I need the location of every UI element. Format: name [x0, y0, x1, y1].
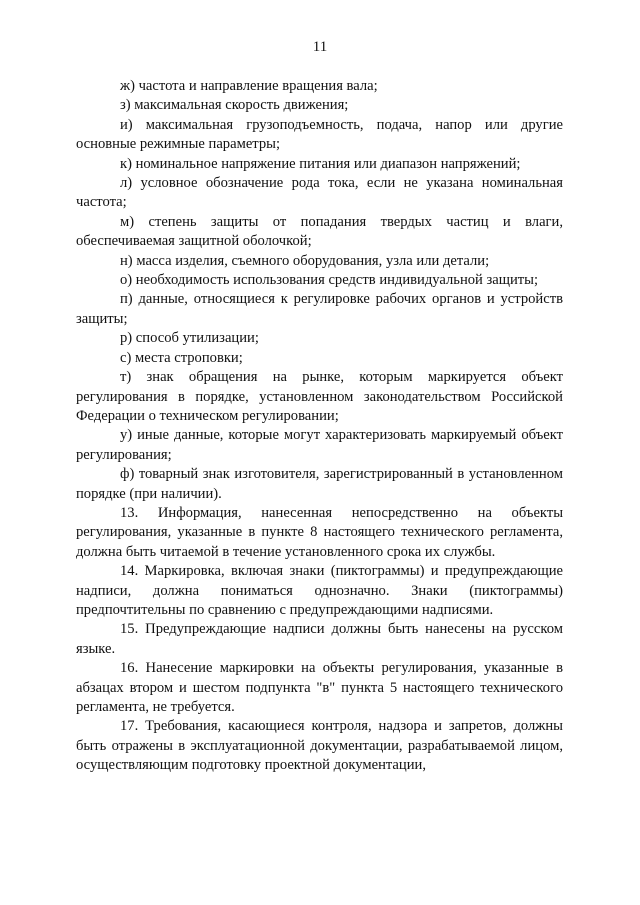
list-item-m: м) степень защиты от попадания твердых частиц и влаги, обеспечиваемая защитной оболочкой; — [76, 213, 563, 250]
list-item-p: п) данные, относящиеся к регулировке рабочих органов и устройств защиты; — [76, 291, 563, 327]
clause-15: 15. Предупреждающие надписи должны быть нанесены на русском языке. — [76, 621, 563, 657]
list-item-u: у) иные данные, которые могут характеризовать маркируемый объект регулирования; — [76, 427, 563, 463]
clause-16: 16. Нанесение маркировки на объекты регулирования, указанные в абзацах втором и шестом подпункта "в" пункта 5 настоящего технического регламента, не требуется. — [76, 660, 563, 715]
list-item-zh: ж) частота и направление вращения вала; — [120, 78, 378, 94]
list-item-l: л) условное обозначение рода тока, если не указана номинальная частота; — [76, 175, 563, 211]
list-item-i: и) максимальная грузоподъемность, подача, напор или другие основные режимные параметры; — [76, 116, 563, 153]
list-item-k: к) номинальное напряжение питания или диапазон напряжений; — [120, 155, 521, 172]
list-item-z: з) максимальная скорость движения; — [120, 97, 349, 114]
list-item-t: т) знак обращения на рынке, которым маркируется объект регулирования в порядке, установленном законодательством Российской Федерации о техническом регулировании; — [76, 369, 563, 424]
clause-13: 13. Информация, нанесенная непосредственно на объекты регулирования, указанные в пункте 8 настоящего технического регламента, должна быть читаемой в течение установленного срока их службы. — [76, 504, 563, 560]
clause-14: 14. Маркировка, включая знаки (пиктограммы) и предупреждающие надписи, должна пониматься однозначно. Знаки (пиктограммы) предпочтительны по сравнению с предупреждающими надписями. — [76, 563, 563, 618]
page-number: 11 — [312, 39, 328, 55]
list-item-r: р) способ утилизации; — [120, 330, 259, 347]
document-body — [76, 77, 563, 776]
clause-17: 17. Требования, касающиеся контроля, надзора и запретов, должны быть отражены в эксплуатационной документации, разрабатываемой лицом, осуществляющим подготовку проектной документации, — [76, 718, 563, 774]
list-item-n: н) масса изделия, съемного оборудования, узла или детали; — [120, 252, 490, 269]
list-item-o: о) необходимость использования средств индивидуальной защиты; — [120, 272, 539, 289]
list-item-f: ф) товарный знак изготовителя, зарегистрированный в установленном порядке (при наличии). — [76, 466, 563, 502]
list-item-s: с) места строповки; — [120, 349, 243, 366]
